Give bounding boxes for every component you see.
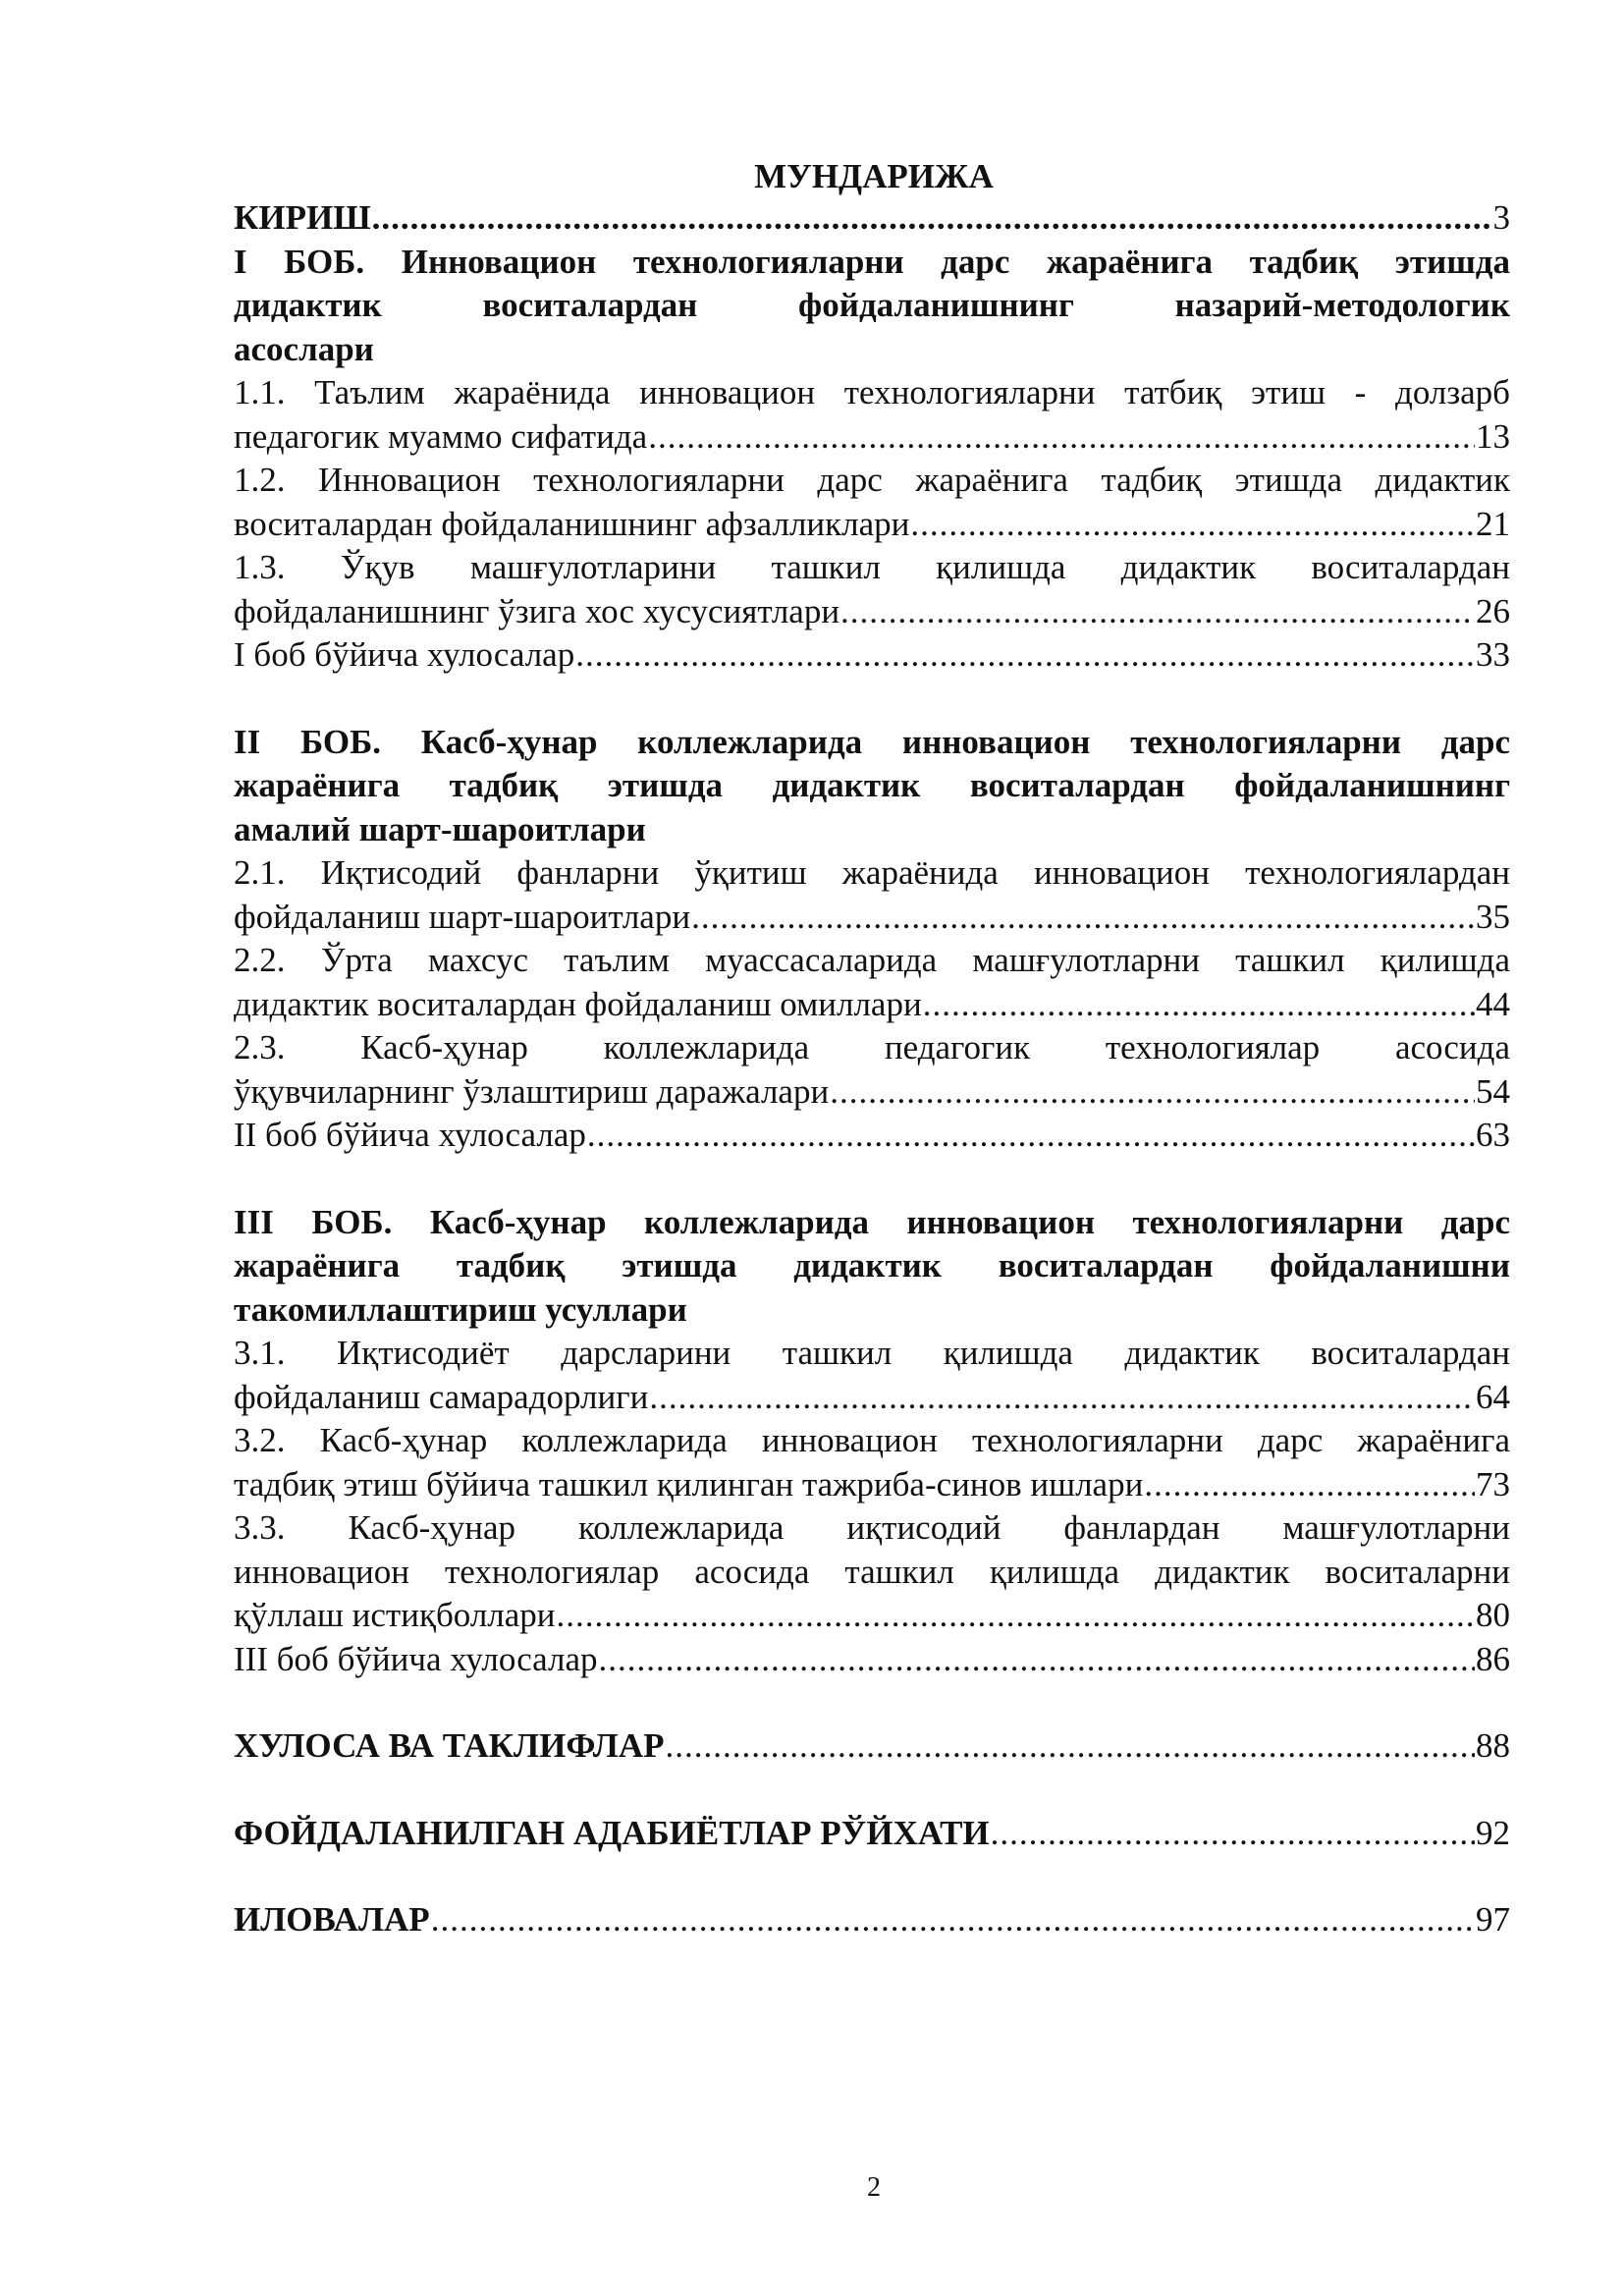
toc-item-3-1-line1[interactable]: 3.1. Иқтисодиёт дарсларини ташкил қилишда дидактик воситалардан: [234, 1334, 1510, 1372]
chapter-1-heading-line: I БОБ. Инновацион технологияларни дарс жараёнига тадбиқ этишда: [234, 242, 1510, 281]
toc-item-2-2[interactable]: [234, 983, 1510, 1027]
toc-item-3-3-line1[interactable]: 3.3. Касб-ҳунар коллежларида иқтисодий фанлардан машғулотларни: [234, 1508, 1510, 1547]
toc-page-number: 86: [1476, 1639, 1510, 1678]
toc-item-2-1[interactable]: [234, 896, 1510, 940]
toc-item-1-1[interactable]: [234, 415, 1510, 460]
dot-leader: [666, 1724, 1475, 1769]
chapter-1-heading-line: асослари: [234, 329, 374, 368]
dot-leader: [599, 1638, 1475, 1682]
dot-leader: [923, 983, 1475, 1027]
toc-page-number: 13: [1476, 416, 1510, 456]
dot-leader: [575, 633, 1475, 678]
toc-entry-references[interactable]: [234, 1812, 1510, 1856]
toc-entry-label: ФОЙДАЛАНИЛГАН АДАБИЁТЛАР РЎЙХАТИ: [234, 1813, 990, 1852]
toc-entry-label: фойдаланиш самарадорлиги: [234, 1377, 649, 1416]
chapter-2-heading-line: II БОБ. Касб-ҳунар коллежларида инновацион технологияларни дарс: [234, 722, 1510, 761]
toc-item-3-3-line2[interactable]: инновацион технологиялар асосида ташкил қилишда дидактик воситаларни: [234, 1552, 1510, 1591]
chapter-3-heading-line: такомиллаштириш усуллари: [234, 1289, 687, 1329]
toc-entry-intro[interactable]: [234, 196, 1510, 241]
dot-leader: [991, 1812, 1475, 1856]
toc-item-1-3-line1[interactable]: 1.3. Ўқув машғулотларини ташкил қилишда дидактик воситалардан: [234, 548, 1510, 586]
dot-leader: [587, 1114, 1475, 1158]
dot-leader: [649, 1376, 1475, 1420]
chapter-2-heading-line: амалий шарт-шароитлари: [234, 809, 646, 848]
toc-item-1-2-line1[interactable]: 1.2. Инновацион технологияларни дарс жараёнига тадбиқ этишда дидактик: [234, 461, 1510, 499]
toc-item-1-1-line1[interactable]: 1.1. Таълим жараёнида инновацион технологияларни татбиқ этиш - долзарб: [234, 373, 1510, 411]
toc-entry-label: дидактик воситалардан фойдаланиш омиллари: [234, 984, 922, 1023]
dot-leader: [691, 896, 1475, 940]
toc-entry-conclusion[interactable]: [234, 1724, 1510, 1769]
dot-leader: [1144, 1463, 1475, 1507]
toc-page-number: 80: [1476, 1596, 1510, 1634]
toc-entry-label: КИРИШ: [234, 198, 371, 237]
toc-entry-label: фойдаланиш шарт-шароитлари: [234, 897, 691, 936]
chapter-3-heading-line: жараёнига тадбиқ этишда дидактик воситалардан фойдаланишни: [234, 1246, 1510, 1285]
toc-entry-label: III боб бўйича хулосалар: [234, 1639, 598, 1678]
toc-page-number: 3: [1492, 198, 1510, 237]
toc-page-number: 54: [1476, 1071, 1510, 1111]
toc-entry-label: педагогик муаммо сифатида: [234, 416, 648, 456]
toc-entry-appendices[interactable]: [234, 1898, 1510, 1942]
toc-item-1-2[interactable]: [234, 503, 1510, 547]
toc-entry-label: II боб бўйича хулосалар: [234, 1116, 586, 1154]
page-title: МУНДАРИЖА: [754, 157, 994, 195]
toc-entry-label: қўллаш истиқболлари: [234, 1596, 556, 1634]
toc-entry-label: воситалардан фойдаланишнинг афзалликлари: [234, 504, 910, 543]
toc-item-1-3[interactable]: [234, 590, 1510, 634]
spacer: [234, 1681, 1510, 1724]
toc-item-3-2-line1[interactable]: 3.2. Касб-ҳунар коллежларида инновацион технологияларни дарс жараёнига: [234, 1421, 1510, 1459]
table-of-contents: [234, 196, 1510, 1942]
toc-item-2-3[interactable]: [234, 1070, 1510, 1115]
toc-page-number: 33: [1476, 635, 1510, 674]
toc-page-number: 88: [1476, 1726, 1510, 1765]
toc-entry-label: тадбиқ этиш бўйича ташкил қилинган тажриба-синов ишлари: [234, 1464, 1144, 1503]
toc-page-number: 97: [1476, 1900, 1510, 1939]
toc-page-number: 63: [1476, 1116, 1510, 1154]
spacer: [234, 1158, 1510, 1201]
toc-chapter-2-summary[interactable]: [234, 1114, 1510, 1158]
toc-chapter-1-summary[interactable]: [234, 633, 1510, 678]
toc-page-number: 73: [1476, 1464, 1510, 1503]
toc-page-number: 35: [1476, 897, 1510, 936]
spacer: [234, 1855, 1510, 1898]
chapter-1-heading-line: дидактик воситалардан фойдаланишнинг назарий-методологик: [234, 286, 1510, 324]
toc-item-2-2-line1[interactable]: 2.2. Ўрта махсус таълим муассасаларида машғулотларни ташкил қилишда: [234, 941, 1510, 979]
toc-entry-label: ХУЛОСА ВА ТАКЛИФЛАР: [234, 1726, 665, 1765]
dot-leader: [840, 590, 1475, 634]
dot-leader: [830, 1070, 1475, 1115]
spacer: [234, 678, 1510, 721]
spacer: [234, 1769, 1510, 1812]
toc-item-3-2[interactable]: [234, 1463, 1510, 1507]
toc-chapter-3-summary[interactable]: [234, 1638, 1510, 1682]
dot-leader: [648, 415, 1475, 460]
chapter-2-heading-line: жараёнига тадбиқ этишда дидактик воситалардан фойдаланишнинг: [234, 766, 1510, 804]
dot-leader: [910, 503, 1475, 547]
toc-item-2-3-line1[interactable]: 2.3. Касб-ҳунар коллежларида педагогик технологиялар асосида: [234, 1028, 1510, 1066]
toc-entry-label: фойдаланишнинг ўзига хос хусусиятлари: [234, 591, 840, 630]
toc-page-number: 26: [1476, 591, 1510, 630]
toc-page-number: 64: [1476, 1377, 1510, 1416]
toc-page-number: 44: [1476, 984, 1510, 1023]
dot-leader: [431, 1898, 1475, 1942]
toc-item-3-3[interactable]: [234, 1594, 1510, 1638]
dot-leader: [557, 1594, 1475, 1638]
page-number-footer: 2: [867, 2172, 881, 2203]
toc-entry-label: I боб бўйича хулосалар: [234, 635, 575, 674]
chapter-3-heading-line: III БОБ. Касб-ҳунар коллежларида инновацион технологияларни дарс: [234, 1202, 1510, 1241]
toc-item-2-1-line1[interactable]: 2.1. Иқтисодий фанларни ўқитиш жараёнида инновацион технологиялардан: [234, 853, 1510, 892]
toc-page-number: 92: [1476, 1813, 1510, 1852]
dot-leader: [372, 196, 1492, 241]
toc-page-number: 21: [1476, 504, 1510, 543]
toc-entry-label: ўқувчиларнинг ўзлаштириш даражалари: [234, 1071, 830, 1111]
toc-item-3-1[interactable]: [234, 1376, 1510, 1420]
toc-entry-label: ИЛОВАЛАР: [234, 1900, 430, 1939]
